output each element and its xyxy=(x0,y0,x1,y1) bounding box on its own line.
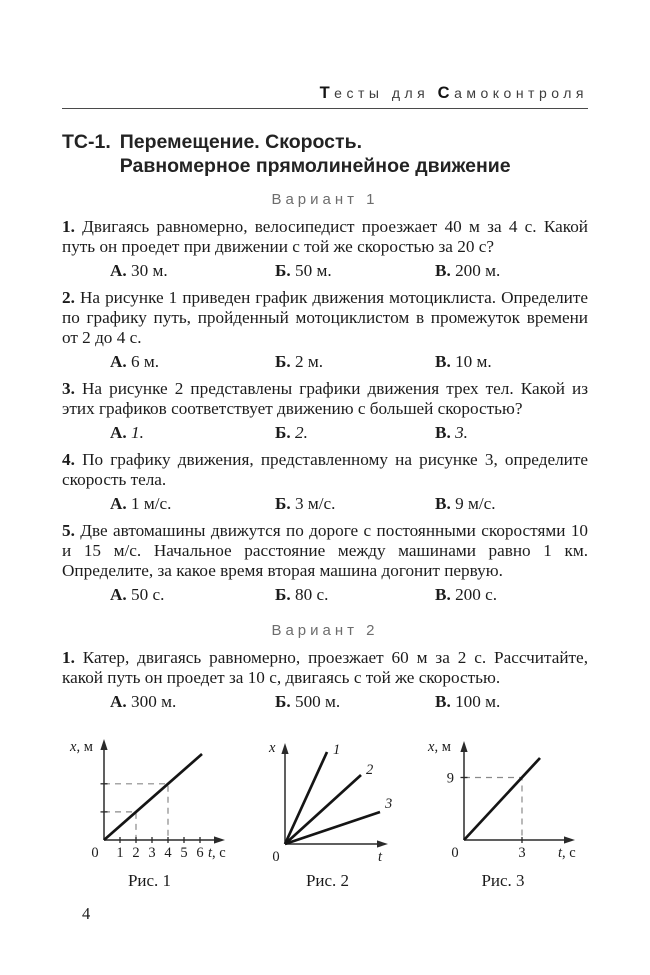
question-number: 1. xyxy=(62,648,75,667)
question-v1-5 xyxy=(62,521,588,605)
question-v1-3 xyxy=(62,379,588,443)
question-text: Катер, двигаясь равномерно, проезжает 60 м за 2 с. Рассчитайте, какой путь он проедет за 10 с, двигаясь с той же скоростью. xyxy=(62,648,588,687)
fig3-x-tick: 3 xyxy=(518,845,526,861)
fig1-x-tick: 1 xyxy=(116,845,124,861)
title-line-1: Перемещение. Скорость. xyxy=(119,131,362,153)
title-code: ТС-1. xyxy=(62,131,111,153)
question-text: На рисунке 1 приведен график движения мотоциклиста. Определите по графику путь, пройденный мотоциклистом в промежуток времени от 2 до 4 с. xyxy=(62,288,589,347)
question-v2-1 xyxy=(62,648,588,712)
answer-option: Б. 3 м/с. xyxy=(275,494,336,513)
figure-3-caption: Рис. 3 xyxy=(481,871,525,890)
figure-2-caption: Рис. 2 xyxy=(305,871,350,890)
fig2-y-axis-label: x xyxy=(268,740,275,756)
fig3-y-tick: 9 xyxy=(446,770,454,787)
fig2-line-2-label: 2 xyxy=(365,762,373,778)
answer-option: В. 200 с. xyxy=(435,585,498,604)
answer-option: А. 50 с. xyxy=(110,585,165,604)
question-number: 2. xyxy=(62,288,75,307)
fig1-x-tick: 5 xyxy=(180,845,188,861)
answer-row xyxy=(62,493,588,514)
question-text: Двигаясь равномерно, велосипедист проезжает 40 м за 4 с. Какой путь он проедет при движении с той же скоростью за 20 с? xyxy=(62,217,588,256)
page-title xyxy=(62,130,588,178)
question-v1-4 xyxy=(62,450,588,514)
fig1-origin-label: 0 xyxy=(91,845,99,861)
variant-2-heading: Вариант 2 xyxy=(271,622,379,639)
title-line-2: Равномерное прямолинейное движение xyxy=(119,155,511,177)
fig1-x-tick: 6 xyxy=(196,845,204,861)
fig2-origin-label: 0 xyxy=(271,849,280,865)
fig1-y-axis-label: x, м xyxy=(70,739,93,755)
figure-1-plot xyxy=(62,736,237,868)
running-head: Тесты для Самоконтроля xyxy=(319,84,588,102)
answer-option: А. 6 м. xyxy=(110,352,160,371)
question-text: На рисунке 2 представлены графики движения трех тел. Какой из этих графиков соответствует движению с большей скоростью? xyxy=(62,379,588,418)
question-number: 5. xyxy=(62,521,75,540)
answer-option: В. 3. xyxy=(435,423,468,442)
question-number: 3. xyxy=(62,379,75,398)
fig3-origin-label: 0 xyxy=(451,845,459,861)
answer-option: А. 300 м. xyxy=(110,692,177,711)
fig1-x-tick: 3 xyxy=(148,845,156,861)
answer-option: В. 9 м/с. xyxy=(435,494,496,513)
header-rule xyxy=(62,108,588,109)
figure-3 xyxy=(418,736,588,891)
question-text: Две автомашины движутся по дороге с постоянными скоростями 10 и 15 м/с. Начальное расстояние между машинами равно 1 км. Определите, за какое время вторая машина догонит первую. xyxy=(62,521,589,580)
fig2-x-axis-label: t xyxy=(377,849,382,865)
answer-row xyxy=(62,691,588,712)
answer-row xyxy=(62,422,588,443)
fig1-x-tick: 4 xyxy=(164,845,172,861)
question-number: 4. xyxy=(62,450,75,469)
fig3-y-axis-label: x, м xyxy=(428,739,451,755)
question-text: По графику движения, представленному на рисунке 3, определите скорость тела. xyxy=(62,450,588,489)
fig1-x-axis-label: t, с xyxy=(208,845,226,861)
variant-1-heading: Вариант 1 xyxy=(271,191,379,208)
answer-option: В. 10 м. xyxy=(435,352,492,371)
page-number: 4 xyxy=(82,904,91,923)
running-head-initial: С xyxy=(437,84,455,102)
answer-option: Б. 2 м. xyxy=(275,352,324,371)
answer-option: А. 1. xyxy=(110,423,144,442)
figures-row xyxy=(62,736,588,891)
fig1-x-tick: 2 xyxy=(132,845,140,861)
question-v1-2 xyxy=(62,288,588,372)
fig3-x-axis-label: t, с xyxy=(558,845,576,861)
answer-option: А. 30 м. xyxy=(110,261,168,280)
figure-1-caption: Рис. 1 xyxy=(127,871,172,890)
figure-2 xyxy=(253,736,403,891)
answer-option: В. 100 м. xyxy=(435,692,501,711)
answer-option: Б. 80 с. xyxy=(275,585,329,604)
answer-row xyxy=(62,260,588,281)
answer-row xyxy=(62,351,588,372)
fig2-line-1-label: 1 xyxy=(332,742,340,758)
answer-option: Б. 2. xyxy=(275,423,308,442)
figure-1 xyxy=(62,736,237,891)
figure-3-plot xyxy=(418,736,588,868)
fig2-line-3-label: 3 xyxy=(384,796,392,812)
question-number: 1. xyxy=(62,217,75,236)
running-head-initial: Т xyxy=(319,84,335,102)
answer-option: Б. 50 м. xyxy=(275,261,332,280)
question-v1-1 xyxy=(62,217,588,281)
answer-option: А. 1 м/с. xyxy=(110,494,172,513)
answer-option: Б. 500 м. xyxy=(275,692,341,711)
answer-row xyxy=(62,584,588,605)
figure-2-plot xyxy=(253,736,403,868)
answer-option: В. 200 м. xyxy=(435,261,501,280)
